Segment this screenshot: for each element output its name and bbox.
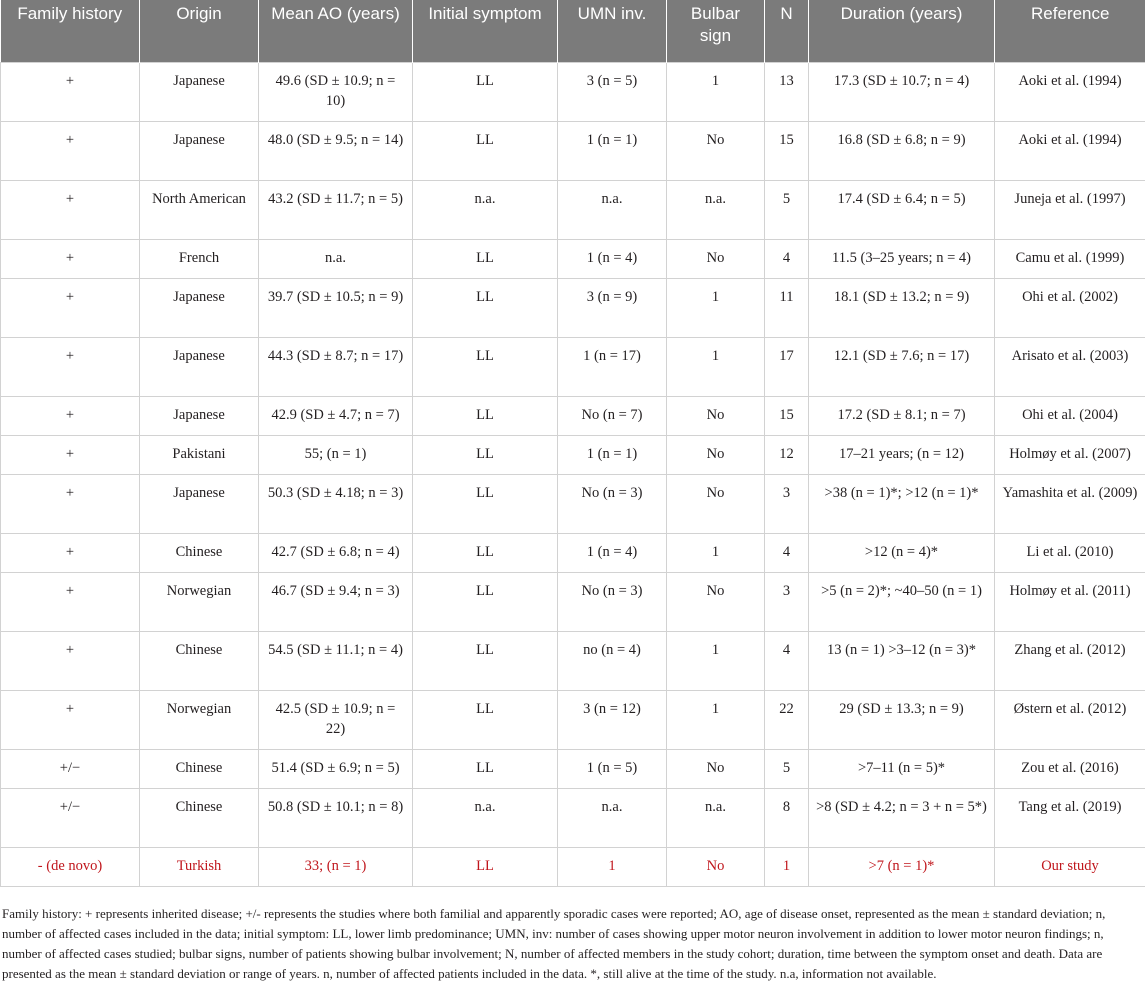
col-header-n: N xyxy=(765,0,809,62)
reference-cell: Ohi et al. (2004) xyxy=(995,396,1145,435)
table-row xyxy=(1,749,1145,788)
reference-cell: Camu et al. (1999) xyxy=(995,239,1145,278)
umn-cell: 1 xyxy=(558,847,667,886)
initial-symptom-cell: LL xyxy=(413,337,558,396)
umn-cell: 1 (n = 4) xyxy=(558,533,667,572)
mean-ao-cell: 48.0 (SD ± 9.5; n = 14) xyxy=(259,121,413,180)
initial-symptom-cell: LL xyxy=(413,121,558,180)
initial-symptom-cell: LL xyxy=(413,749,558,788)
mean-ao-cell: 42.9 (SD ± 4.7; n = 7) xyxy=(259,396,413,435)
n-cell: 11 xyxy=(765,278,809,337)
initial-symptom-cell: LL xyxy=(413,239,558,278)
initial-symptom-cell: LL xyxy=(413,533,558,572)
origin-cell: Chinese xyxy=(140,749,259,788)
origin-cell: Japanese xyxy=(140,62,259,121)
umn-cell: No (n = 3) xyxy=(558,474,667,533)
bulbar-cell: 1 xyxy=(667,533,765,572)
duration-cell: 17.4 (SD ± 6.4; n = 5) xyxy=(809,180,995,239)
duration-cell: >7–11 (n = 5)* xyxy=(809,749,995,788)
initial-symptom-cell: n.a. xyxy=(413,788,558,847)
family-history-cell: +/− xyxy=(1,749,140,788)
family-history-cell: + xyxy=(1,572,140,631)
family-history-cell: + xyxy=(1,278,140,337)
mean-ao-cell: n.a. xyxy=(259,239,413,278)
n-cell: 5 xyxy=(765,749,809,788)
bulbar-cell: No xyxy=(667,239,765,278)
duration-cell: 16.8 (SD ± 6.8; n = 9) xyxy=(809,121,995,180)
mean-ao-cell: 39.7 (SD ± 10.5; n = 9) xyxy=(259,278,413,337)
duration-cell: 17–21 years; (n = 12) xyxy=(809,435,995,474)
initial-symptom-cell: LL xyxy=(413,396,558,435)
umn-cell: 1 (n = 1) xyxy=(558,435,667,474)
origin-cell: Norwegian xyxy=(140,690,259,749)
duration-cell: >8 (SD ± 4.2; n = 3 + n = 5*) xyxy=(809,788,995,847)
family-history-cell: +/− xyxy=(1,788,140,847)
bulbar-cell: No xyxy=(667,435,765,474)
initial-symptom-cell: LL xyxy=(413,435,558,474)
table-row xyxy=(1,337,1145,396)
reference-cell: Yamashita et al. (2009) xyxy=(995,474,1145,533)
col-header-mean-ao: Mean AO (years) xyxy=(259,0,413,62)
table-row xyxy=(1,239,1145,278)
family-history-cell: + xyxy=(1,62,140,121)
umn-cell: n.a. xyxy=(558,788,667,847)
origin-cell: Pakistani xyxy=(140,435,259,474)
table-row xyxy=(1,180,1145,239)
origin-cell: Japanese xyxy=(140,396,259,435)
bulbar-cell: 1 xyxy=(667,62,765,121)
initial-symptom-cell: LL xyxy=(413,631,558,690)
table-row xyxy=(1,278,1145,337)
umn-cell: 3 (n = 5) xyxy=(558,62,667,121)
n-cell: 3 xyxy=(765,474,809,533)
mean-ao-cell: 43.2 (SD ± 11.7; n = 5) xyxy=(259,180,413,239)
reference-cell: Holmøy et al. (2007) xyxy=(995,435,1145,474)
family-history-cell: + xyxy=(1,239,140,278)
family-history-cell: + xyxy=(1,631,140,690)
initial-symptom-cell: LL xyxy=(413,572,558,631)
table-row xyxy=(1,474,1145,533)
duration-cell: 13 (n = 1) >3–12 (n = 3)* xyxy=(809,631,995,690)
family-history-cell: + xyxy=(1,121,140,180)
reference-cell: Zhang et al. (2012) xyxy=(995,631,1145,690)
origin-cell: French xyxy=(140,239,259,278)
n-cell: 13 xyxy=(765,62,809,121)
col-header-bulbar: Bulbar sign xyxy=(667,0,765,62)
origin-cell: Chinese xyxy=(140,533,259,572)
n-cell: 4 xyxy=(765,239,809,278)
col-header-family-history: Family history xyxy=(1,0,140,62)
family-history-cell: + xyxy=(1,435,140,474)
bulbar-cell: 1 xyxy=(667,337,765,396)
duration-cell: 18.1 (SD ± 13.2; n = 9) xyxy=(809,278,995,337)
col-header-reference: Reference xyxy=(995,0,1145,62)
reference-cell: Aoki et al. (1994) xyxy=(995,62,1145,121)
duration-cell: 12.1 (SD ± 7.6; n = 17) xyxy=(809,337,995,396)
n-cell: 1 xyxy=(765,847,809,886)
table-row xyxy=(1,62,1145,121)
col-header-duration: Duration (years) xyxy=(809,0,995,62)
table-row xyxy=(1,121,1145,180)
bulbar-cell: n.a. xyxy=(667,788,765,847)
duration-cell: >7 (n = 1)* xyxy=(809,847,995,886)
family-history-cell: - (de novo) xyxy=(1,847,140,886)
table-row xyxy=(1,631,1145,690)
initial-symptom-cell: LL xyxy=(413,690,558,749)
umn-cell: 1 (n = 5) xyxy=(558,749,667,788)
bulbar-cell: n.a. xyxy=(667,180,765,239)
table-row xyxy=(1,788,1145,847)
family-history-cell: + xyxy=(1,533,140,572)
reference-cell: Li et al. (2010) xyxy=(995,533,1145,572)
header-row xyxy=(1,0,1145,62)
origin-cell: Turkish xyxy=(140,847,259,886)
origin-cell: Japanese xyxy=(140,337,259,396)
umn-cell: no (n = 4) xyxy=(558,631,667,690)
reference-cell: Our study xyxy=(995,847,1145,886)
umn-cell: 3 (n = 9) xyxy=(558,278,667,337)
mean-ao-cell: 44.3 (SD ± 8.7; n = 17) xyxy=(259,337,413,396)
n-cell: 3 xyxy=(765,572,809,631)
col-header-initial-symptom: Initial symptom xyxy=(413,0,558,62)
duration-cell: 17.2 (SD ± 8.1; n = 7) xyxy=(809,396,995,435)
umn-cell: 1 (n = 1) xyxy=(558,121,667,180)
table-row xyxy=(1,572,1145,631)
mean-ao-cell: 46.7 (SD ± 9.4; n = 3) xyxy=(259,572,413,631)
mean-ao-cell: 55; (n = 1) xyxy=(259,435,413,474)
n-cell: 4 xyxy=(765,533,809,572)
reference-cell: Holmøy et al. (2011) xyxy=(995,572,1145,631)
table-row xyxy=(1,533,1145,572)
mean-ao-cell: 50.8 (SD ± 10.1; n = 8) xyxy=(259,788,413,847)
reference-cell: Arisato et al. (2003) xyxy=(995,337,1145,396)
mean-ao-cell: 42.7 (SD ± 6.8; n = 4) xyxy=(259,533,413,572)
n-cell: 15 xyxy=(765,396,809,435)
table-row xyxy=(1,435,1145,474)
col-header-origin: Origin xyxy=(140,0,259,62)
duration-cell: >12 (n = 4)* xyxy=(809,533,995,572)
initial-symptom-cell: LL xyxy=(413,278,558,337)
bulbar-cell: No xyxy=(667,396,765,435)
duration-cell: 17.3 (SD ± 10.7; n = 4) xyxy=(809,62,995,121)
bulbar-cell: No xyxy=(667,572,765,631)
duration-cell: 29 (SD ± 13.3; n = 9) xyxy=(809,690,995,749)
mean-ao-cell: 51.4 (SD ± 6.9; n = 5) xyxy=(259,749,413,788)
umn-cell: 1 (n = 4) xyxy=(558,239,667,278)
origin-cell: Japanese xyxy=(140,121,259,180)
table-row xyxy=(1,690,1145,749)
origin-cell: North American xyxy=(140,180,259,239)
n-cell: 5 xyxy=(765,180,809,239)
n-cell: 8 xyxy=(765,788,809,847)
n-cell: 15 xyxy=(765,121,809,180)
initial-symptom-cell: LL xyxy=(413,474,558,533)
table-row xyxy=(1,396,1145,435)
bulbar-cell: No xyxy=(667,847,765,886)
reference-cell: Østern et al. (2012) xyxy=(995,690,1145,749)
table-row xyxy=(1,847,1145,886)
bulbar-cell: 1 xyxy=(667,631,765,690)
reference-cell: Aoki et al. (1994) xyxy=(995,121,1145,180)
umn-cell: n.a. xyxy=(558,180,667,239)
mean-ao-cell: 33; (n = 1) xyxy=(259,847,413,886)
duration-cell: >38 (n = 1)*; >12 (n = 1)* xyxy=(809,474,995,533)
family-history-cell: + xyxy=(1,396,140,435)
n-cell: 17 xyxy=(765,337,809,396)
family-history-cell: + xyxy=(1,337,140,396)
reference-cell: Tang et al. (2019) xyxy=(995,788,1145,847)
initial-symptom-cell: n.a. xyxy=(413,180,558,239)
mean-ao-cell: 50.3 (SD ± 4.18; n = 3) xyxy=(259,474,413,533)
umn-cell: 1 (n = 17) xyxy=(558,337,667,396)
family-history-cell: + xyxy=(1,690,140,749)
n-cell: 22 xyxy=(765,690,809,749)
mean-ao-cell: 42.5 (SD ± 10.9; n = 22) xyxy=(259,690,413,749)
reference-cell: Ohi et al. (2002) xyxy=(995,278,1145,337)
family-history-cell: + xyxy=(1,474,140,533)
bulbar-cell: No xyxy=(667,749,765,788)
origin-cell: Japanese xyxy=(140,474,259,533)
bulbar-cell: No xyxy=(667,121,765,180)
bulbar-cell: 1 xyxy=(667,690,765,749)
bulbar-cell: 1 xyxy=(667,278,765,337)
origin-cell: Japanese xyxy=(140,278,259,337)
n-cell: 12 xyxy=(765,435,809,474)
table-footnote: Family history: + represents inherited disease; +/- represents the studies where both familial and apparently sporadic cases were reported; AO, age of disease onset, represented as the mean ± standard deviation; n, number of affected cases included in the data; initial symptom: LL, lower limb predominance; UMN, inv: number of cases showing upper motor neuron involvement in addition to lower motor neuron findings; n, number of affected cases studied; bulbar signs, number of patients showing bulbar involvement; N, number of affected members in the study cohort; duration, time between the symptom onset and death. Data are presented as the mean ± standard deviation or range of years. n, number of affected patients included in the data. *, still alive at the time of the study. n.a, information not available. xyxy=(2,906,1106,981)
origin-cell: Norwegian xyxy=(140,572,259,631)
mean-ao-cell: 54.5 (SD ± 11.1; n = 4) xyxy=(259,631,413,690)
umn-cell: 3 (n = 12) xyxy=(558,690,667,749)
col-header-umn: UMN inv. xyxy=(558,0,667,62)
n-cell: 4 xyxy=(765,631,809,690)
duration-cell: 11.5 (3–25 years; n = 4) xyxy=(809,239,995,278)
umn-cell: No (n = 3) xyxy=(558,572,667,631)
umn-cell: No (n = 7) xyxy=(558,396,667,435)
reference-cell: Juneja et al. (1997) xyxy=(995,180,1145,239)
origin-cell: Chinese xyxy=(140,631,259,690)
family-history-cell: + xyxy=(1,180,140,239)
duration-cell: >5 (n = 2)*; ~40–50 (n = 1) xyxy=(809,572,995,631)
origin-cell: Chinese xyxy=(140,788,259,847)
reference-cell: Zou et al. (2016) xyxy=(995,749,1145,788)
bulbar-cell: No xyxy=(667,474,765,533)
initial-symptom-cell: LL xyxy=(413,847,558,886)
mean-ao-cell: 49.6 (SD ± 10.9; n = 10) xyxy=(259,62,413,121)
initial-symptom-cell: LL xyxy=(413,62,558,121)
